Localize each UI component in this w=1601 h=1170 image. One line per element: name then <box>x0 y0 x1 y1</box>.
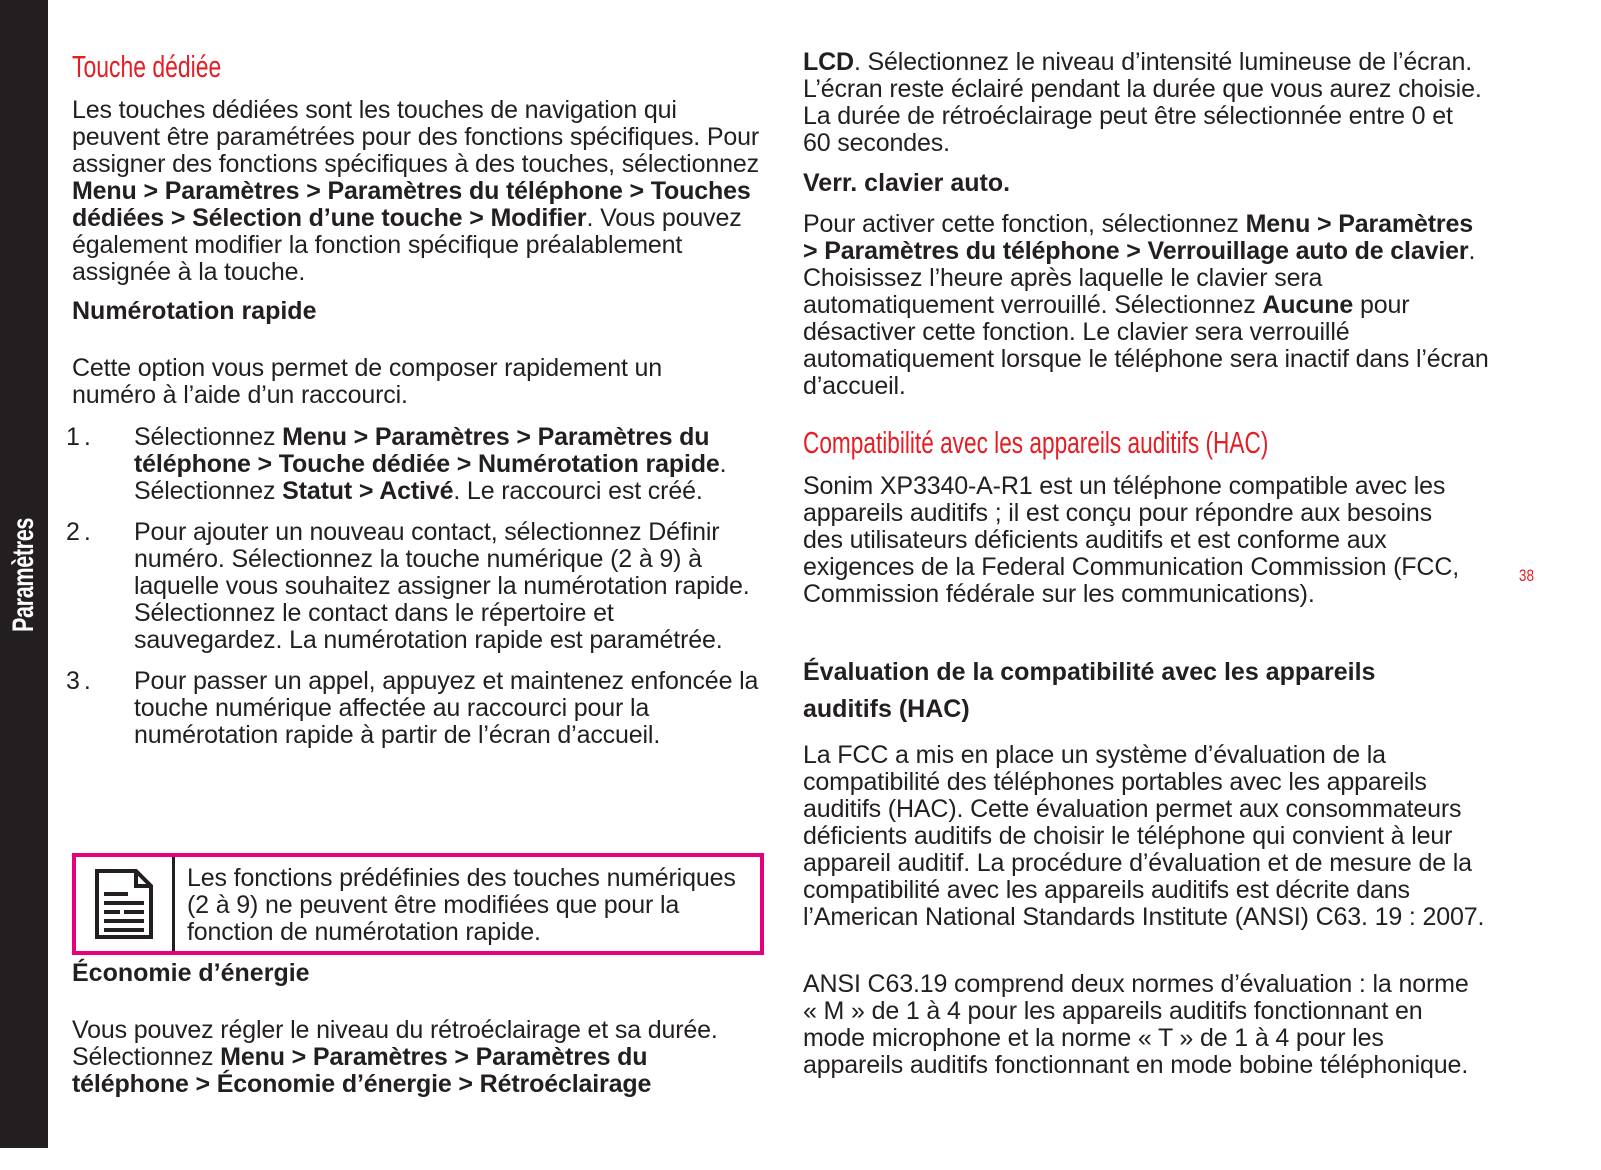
hac-paragraph: Sonim XP3340-A-R1 est un téléphone compatible avec les appareils auditifs ; il est conçu pour répondre aux besoins des utilisateurs déficients auditifs et est conforme aux exigences de la Federal Communication Commission (FCC, Commission fédérale sur les communications). <box>803 472 1460 608</box>
verr-paragraph: Pour activer cette fonction, sélectionnez Menu > Paramètres > Paramètres du téléphone > Verrouillage auto de clavier. Choisissez l’heure après laquelle le clavier sera automatiquement verrouillé. Sélectionnez Aucune pour désactiver cette fonction. Le clavier sera verrouillé automatiquement lorsque le téléphone sera inactif dans l’écran d’accueil. <box>803 210 1489 400</box>
note-icon-cell <box>76 857 175 951</box>
note-text: Les fonctions prédéfinies des touches numériques (2 à 9) ne peuvent être modifiées que pour la fonction de numérotation rapide. <box>187 864 736 946</box>
note-document-icon <box>94 868 154 940</box>
sidebar-label: Paramètres <box>7 517 40 633</box>
numerotation-intro: Cette option vous permet de composer rapidement un numéro à l’aide d’un raccourci. <box>72 354 663 409</box>
subhead-economie-energie: Économie d’énergie <box>72 959 310 987</box>
page-number: 38 <box>1518 566 1534 585</box>
step-number: 3. <box>66 667 95 695</box>
list-item: 1. Sélectionnez Menu > Paramètres > Paramètres du téléphone > Touche dédiée > Numérotation rapide. Sélectionnez Statut > Activé. Le raccourci est créé. <box>66 423 727 505</box>
step-number: 2. <box>66 518 95 546</box>
numerotation-steps <box>66 423 764 749</box>
list-item: 2. Pour ajouter un nouveau contact, sélectionnez Définir numéro. Sélectionnez la touche numérique (2 à 9) à laquelle vous souhaitez assigner la numérotation rapide. Sélectionnez le contact dans le répertoire et sauvegardez. La numérotation rapide est paramétrée. <box>66 518 750 654</box>
list-item: 3. Pour passer un appel, appuyez et maintenez enfoncée la touche numérique affectée au raccourci pour la numérotation rapide à partir de l’écran d’accueil. <box>66 667 759 749</box>
heading-touche-dediee: Touche dédiée <box>72 49 222 84</box>
subhead-numerotation-rapide: Numérotation rapide <box>72 297 317 325</box>
economie-paragraph: Vous pouvez régler le niveau du rétroéclairage et sa durée. Sélectionnez Menu > Paramètres > Paramètres du téléphone > Économie d’énergie > Rétroéclairage <box>72 1016 718 1098</box>
evaluation-paragraph-1: La FCC a mis en place un système d’évaluation de la compatibilité des téléphones portables avec les appareils auditifs (HAC). Cette évaluation permet aux consommateurs déficients auditifs de choisir le téléphone qui convient à leur appareil auditif. La procédure d’évaluation et de mesure de la compatibilité avec les appareils auditifs est décrite dans l’American National Standards Institute (ANSI) C63. 19 : 2007. <box>803 741 1485 931</box>
subhead-evaluation-line1: Évaluation de la compatibilité avec les appareils <box>803 658 1376 686</box>
heading-hac: Compatibilité avec les appareils auditifs (HAC) <box>803 425 1269 460</box>
lcd-paragraph: LCD. Sélectionnez le niveau d’intensité lumineuse de l’écran. L’écran reste éclairé pendant la durée que vous aurez choisie. La durée de rétroéclairage peut être sélectionnée entre 0 et 60 secondes. <box>803 48 1482 157</box>
note-box <box>72 853 764 955</box>
evaluation-paragraph-2: ANSI C63.19 comprend deux normes d’évaluation : la norme « M » de 1 à 4 pour les appareils auditifs fonctionnant en mode microphone et la norme « T » de 1 à 4 pour les appareils auditifs fonctionnant en mode bobine téléphonique. <box>803 970 1469 1079</box>
touche-dediee-paragraph: Les touches dédiées sont les touches de navigation qui peuvent être paramétrées pour des fonctions spécifiques. Pour assigner des fonctions spécifiques à des touches, sélectionnez Menu > Paramètres > Paramètres du téléphone > Touches dédiées > Sélection d’une touche > Modifier. Vous pouvez également modifier la fonction spécifique préalablement assignée à la touche. <box>72 96 760 286</box>
subhead-verr-clavier: Verr. clavier auto. <box>803 169 1011 197</box>
section-sidebar <box>0 0 48 1148</box>
step-number: 1. <box>66 423 95 451</box>
subhead-evaluation-line2: auditifs (HAC) <box>803 695 970 723</box>
